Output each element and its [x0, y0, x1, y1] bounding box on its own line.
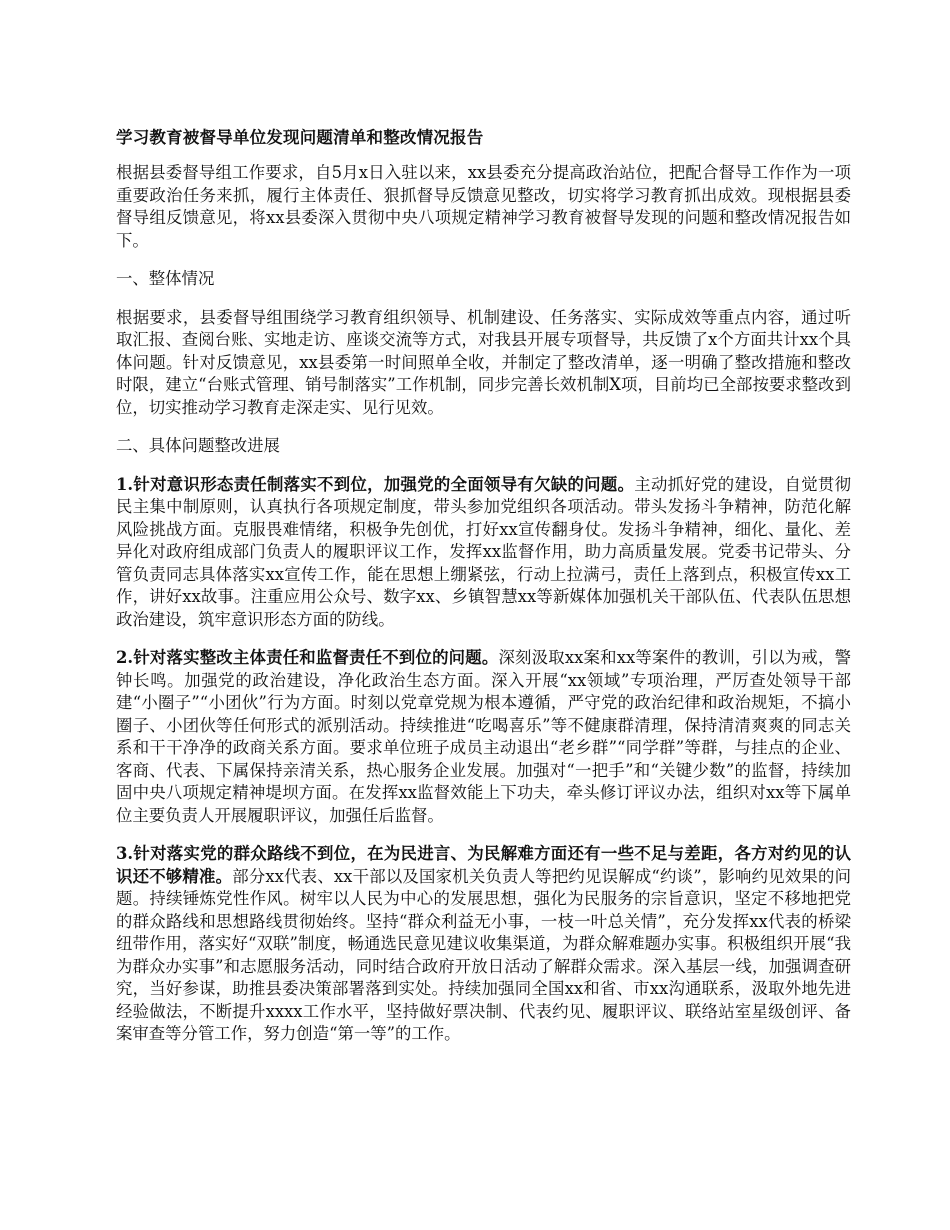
- problem-item-1-body: 主动抓好党的建设，自觉贯彻民主集中制原则，认真执行各项规定制度，带头参加党组织各项活动。带头发扬斗争精神，防范化解风险挑战方面。克服畏难情绪，积极争先创优，打好xx宣传翻身仗。发扬斗争精神，细化、量化、差异化对政府组成部门负责人的履职评议工作，发挥xx监督作用，助力高质量发展。党委书记带头、分管负责同志具体落实xx宣传工作，能在思想上绷紧弦，行动上拉满弓，责任上落到点，积极宣传xx工作，讲好xx故事。注重应用公众号、数字xx、乡镇智慧xx等新媒体加强机关干部队伍、代表队伍思想政治建设，筑牢意识形态方面的防线。: [116, 474, 852, 629]
- problem-item-2-lead: 2.针对落实整改主体责任和监督责任不到位的问题。: [116, 648, 499, 667]
- section-heading-progress: 二、具体问题整改进展: [116, 436, 280, 455]
- intro-paragraph: 根据县委督导组工作要求，自5月x日入驻以来，xx县委充分提高政治站位，把配合督导工作作为一项重要政治任务来抓，履行主体责任、狠抓督导反馈意见整改，切实将学习教育抓出成效。现根据县委督导组反馈意见，将xx县委深入贯彻中央八项规定精神学习教育被督导发现的问题和整改情况报告如下。: [116, 163, 851, 250]
- document-page: [116, 126, 851, 1062]
- section-heading-overall: 一、整体情况: [116, 269, 215, 288]
- document-title: 学习教育被督导单位发现问题清单和整改情况报告: [116, 128, 484, 147]
- problem-item-1-lead: 1.针对意识形态责任制落实不到位，加强党的全面领导有欠缺的问题。: [116, 474, 635, 494]
- problem-item-3-body: 部分xx代表、xx干部以及国家机关负责人等把约见误解成“约谈”，影响约见效果的问题。持续锤炼党性作风。树牢以人民为中心的发展思想，强化为民服务的宗旨意识，坚定不移地把党的群众路线和思想路线贯彻始终。坚持“群众利益无小事，一枝一叶总关情”，充分发挥xx代表的桥梁纽带作用，落实好“双联”制度，畅通选民意见建议收集渠道，为群众解难题办实事。积极组织开展“我为群众办实事”和志愿服务活动，同时结合政府开放日活动了解群众需求。深入基层一线，加强调查研究，当好参谋，助推县委决策部署落到实处。持续加强同全国xx和省、市xx沟通联系，汲取外地先进经验做法，不断提升xxxx工作水平，坚持做好票决制、代表约见、履职评议、联络站室星级创评、备案审查等分管工作，努力创造“第一等”的工作。: [116, 866, 852, 1043]
- problem-item-1: [116, 474, 851, 632]
- problem-item-3: [116, 843, 851, 1046]
- problem-item-2: [116, 647, 851, 827]
- problem-item-2-body: 深刻汲取xx案和xx等案件的教训，引以为戒，警钟长鸣。加强党的政治建设，净化政治生态方面。深入开展“xx领域”专项治理，严厉查处领导干部建“小圈子”“小团伙”行为方面。时刻以党章党规为根本遵循，严守党的政治纪律和政治规矩，不搞小圈子、小团伙等任何形式的派别活动。持续推进“吃喝喜乐”等不健康群清理，保持清清爽爽的同志关系和干干净净的政商关系方面。要求单位班子成员主动退出“老乡群”“同学群”等群，与挂点的企业、客商、代表、下属保持亲清关系，热心服务企业发展。加强对“一把手”和“关键少数”的监督，持续加固中央八项规定精神堤坝方面。在发挥xx监督效能上下功夫，牵头修订评议办法，组织对xx等下属单位主要负责人开展履职评议，加强任后监督。: [116, 648, 851, 825]
- overall-paragraph: 根据要求，县委督导组围绕学习教育组织领导、机制建设、任务落实、实际成效等重点内容，通过听取汇报、查阅台账、实地走访、座谈交流等方式，对我县开展专项督导，共反馈了x个方面共计xx个具体问题。针对反馈意见，xx县委第一时间照单全收，并制定了整改清单，逐一明确了整改措施和整改时限，建立“台账式管理、销号制落实”工作机制，同步完善长效机制X项，目前均已全部按要求整改到位，切实推动学习教育走深走实、见行见效。: [116, 307, 851, 417]
- problem-item-3-lead: 3.针对落实党的群众路线不到位，在为民进言、为民解难方面还有一些不足与差距，各方对约见的认识还不够精准。: [116, 844, 851, 886]
